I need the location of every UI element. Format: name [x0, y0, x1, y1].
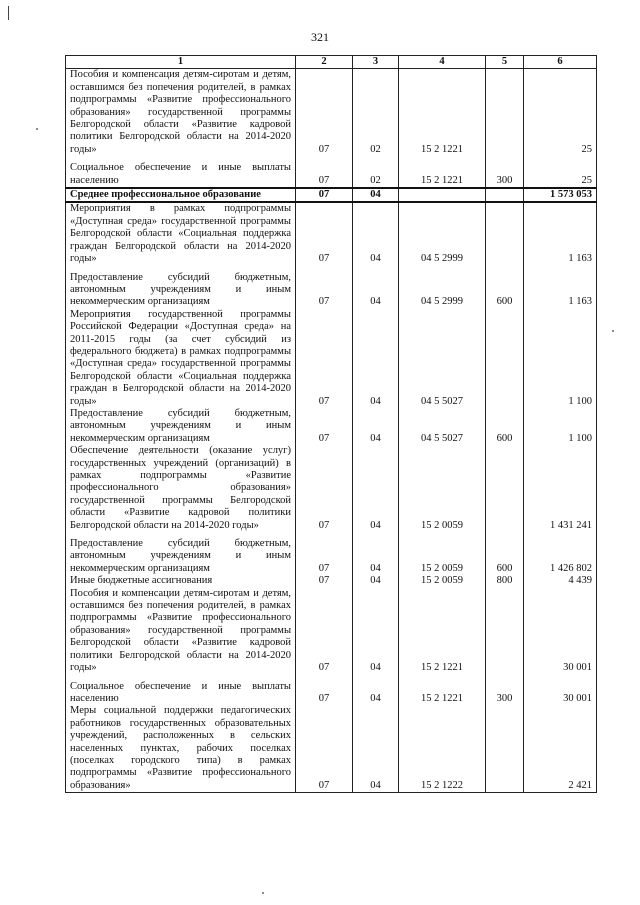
row-expense-type — [486, 445, 524, 532]
row-expense-type — [486, 588, 524, 675]
header-col-3: 3 — [353, 56, 399, 69]
row-subsection: 04 — [353, 188, 399, 202]
row-target-article: 15 2 1221 — [399, 156, 486, 188]
row-amount: 1 426 802 — [524, 532, 597, 575]
row-expense-type — [486, 202, 524, 265]
table-row — [66, 532, 597, 575]
row-amount: 2 421 — [524, 705, 597, 792]
header-col-6: 6 — [524, 56, 597, 69]
row-section: 07 — [296, 69, 353, 156]
scan-edge-mark — [8, 6, 9, 20]
row-amount: 1 163 — [524, 266, 597, 309]
row-amount: 25 — [524, 156, 597, 188]
row-name: Мероприятия государственной программы Российской Федерации «Доступная среда» на 2011-2015 годы (за счет субсидий из федерального бюджета) в рамках подпрограммы «Доступная среда» государственной программы Белгородской области «Социальная поддержка граждан в Белгородской области на 2014-2020 годы» — [66, 309, 296, 408]
header-col-5: 5 — [486, 56, 524, 69]
row-name: Меры социальной поддержки педагогических работников государственных образовательных учреждений, расположенных в сельских населенных пунктах, рабочих поселках (поселках городского типа) в рамках подпрограммы «Развитие профессионального образования» — [66, 705, 296, 792]
scan-speck — [612, 330, 614, 332]
row-name: Мероприятия в рамках подпрограммы «Доступная среда» государственной программы Белгородской области «Социальная поддержка граждан Белгородской области на 2014-2020 годы» — [66, 202, 296, 265]
row-target-article: 15 2 1221 — [399, 675, 486, 706]
table-row — [66, 575, 597, 587]
row-target-article: 15 2 1221 — [399, 69, 486, 156]
row-name: Социальное обеспечение и иные выплаты населению — [66, 156, 296, 188]
row-target-article: 04 5 5027 — [399, 408, 486, 445]
row-expense-type — [486, 309, 524, 408]
row-amount: 30 001 — [524, 675, 597, 706]
row-expense-type: 300 — [486, 675, 524, 706]
row-target-article: 04 5 2999 — [399, 202, 486, 265]
row-section: 07 — [296, 445, 353, 532]
row-name: Предоставление субсидий бюджетным, автономным учреждениям и иным некоммерческим организациям — [66, 532, 296, 575]
row-section: 07 — [296, 575, 353, 587]
budget-table — [65, 55, 597, 793]
row-subsection: 04 — [353, 588, 399, 675]
row-subsection: 02 — [353, 69, 399, 156]
row-amount: 1 573 053 — [524, 188, 597, 202]
table-row — [66, 705, 597, 792]
row-subsection: 04 — [353, 675, 399, 706]
row-expense-type: 300 — [486, 156, 524, 188]
table-row-section-total — [66, 188, 597, 202]
row-expense-type: 600 — [486, 266, 524, 309]
row-amount: 1 163 — [524, 202, 597, 265]
table-row — [66, 309, 597, 408]
row-name: Иные бюджетные ассигнования — [66, 575, 296, 587]
row-target-article: 04 5 2999 — [399, 266, 486, 309]
table-row — [66, 408, 597, 445]
table-row — [66, 156, 597, 188]
scan-speck — [36, 128, 38, 130]
row-section: 07 — [296, 202, 353, 265]
row-name: Предоставление субсидий бюджетным, автономным учреждениям и иным некоммерческим организациям — [66, 266, 296, 309]
row-amount: 25 — [524, 69, 597, 156]
row-subsection: 04 — [353, 705, 399, 792]
row-name: Пособия и компенсация детям-сиротам и детям, оставшимся без попечения родителей, в рамках подпрограммы «Развитие профессионального образования» государственной программы Белгородской области «Развитие кадровой политики Белгородской области на 2014-2020 годы» — [66, 69, 296, 156]
row-subsection: 04 — [353, 408, 399, 445]
row-name: Среднее профессиональное образование — [66, 188, 296, 202]
row-subsection: 02 — [353, 156, 399, 188]
table-row — [66, 69, 597, 156]
row-section: 07 — [296, 266, 353, 309]
row-section: 07 — [296, 588, 353, 675]
row-section: 07 — [296, 675, 353, 706]
table-row — [66, 445, 597, 532]
table-row — [66, 266, 597, 309]
row-subsection: 04 — [353, 445, 399, 532]
row-expense-type: 600 — [486, 532, 524, 575]
row-section: 07 — [296, 532, 353, 575]
row-target-article: 04 5 5027 — [399, 309, 486, 408]
row-section: 07 — [296, 156, 353, 188]
row-target-article — [399, 188, 486, 202]
row-section: 07 — [296, 309, 353, 408]
row-section: 07 — [296, 408, 353, 445]
row-amount: 30 001 — [524, 588, 597, 675]
header-col-2: 2 — [296, 56, 353, 69]
row-subsection: 04 — [353, 202, 399, 265]
header-col-1: 1 — [66, 56, 296, 69]
row-name: Предоставление субсидий бюджетным, автономным учреждениям и иным некоммерческим организациям — [66, 408, 296, 445]
row-name: Социальное обеспечение и иные выплаты населению — [66, 675, 296, 706]
row-name: Обеспечение деятельности (оказание услуг) государственных учреждений (организаций) в рамках подпрограммы «Развитие профессионального образования» государственной программы Белгородской области «Развитие кадровой политики Белгородской области на 2014-2020 годы» — [66, 445, 296, 532]
page-number: 321 — [311, 30, 329, 44]
row-amount: 4 439 — [524, 575, 597, 587]
row-subsection: 04 — [353, 532, 399, 575]
row-amount: 1 431 241 — [524, 445, 597, 532]
row-expense-type — [486, 705, 524, 792]
row-amount: 1 100 — [524, 309, 597, 408]
row-target-article: 15 2 0059 — [399, 532, 486, 575]
row-expense-type: 600 — [486, 408, 524, 445]
row-expense-type: 800 — [486, 575, 524, 587]
row-target-article: 15 2 1222 — [399, 705, 486, 792]
table-row — [66, 588, 597, 675]
row-target-article: 15 2 0059 — [399, 445, 486, 532]
row-subsection: 04 — [353, 309, 399, 408]
row-expense-type — [486, 188, 524, 202]
row-target-article: 15 2 1221 — [399, 588, 486, 675]
row-section: 07 — [296, 705, 353, 792]
row-name: Пособия и компенсации детям-сиротам и детям, оставшимся без попечения родителей, в рамках подпрограммы «Развитие профессионального образования» государственной программы Белгородской области «Развитие кадровой политики Белгородской области на 2014-2020 годы» — [66, 588, 296, 675]
header-col-4: 4 — [399, 56, 486, 69]
table-header-row — [66, 56, 597, 69]
row-section: 07 — [296, 188, 353, 202]
table-row — [66, 675, 597, 706]
row-amount: 1 100 — [524, 408, 597, 445]
row-subsection: 04 — [353, 575, 399, 587]
row-target-article: 15 2 0059 — [399, 575, 486, 587]
row-subsection: 04 — [353, 266, 399, 309]
table-row — [66, 202, 597, 265]
row-expense-type — [486, 69, 524, 156]
scan-speck — [262, 892, 264, 894]
